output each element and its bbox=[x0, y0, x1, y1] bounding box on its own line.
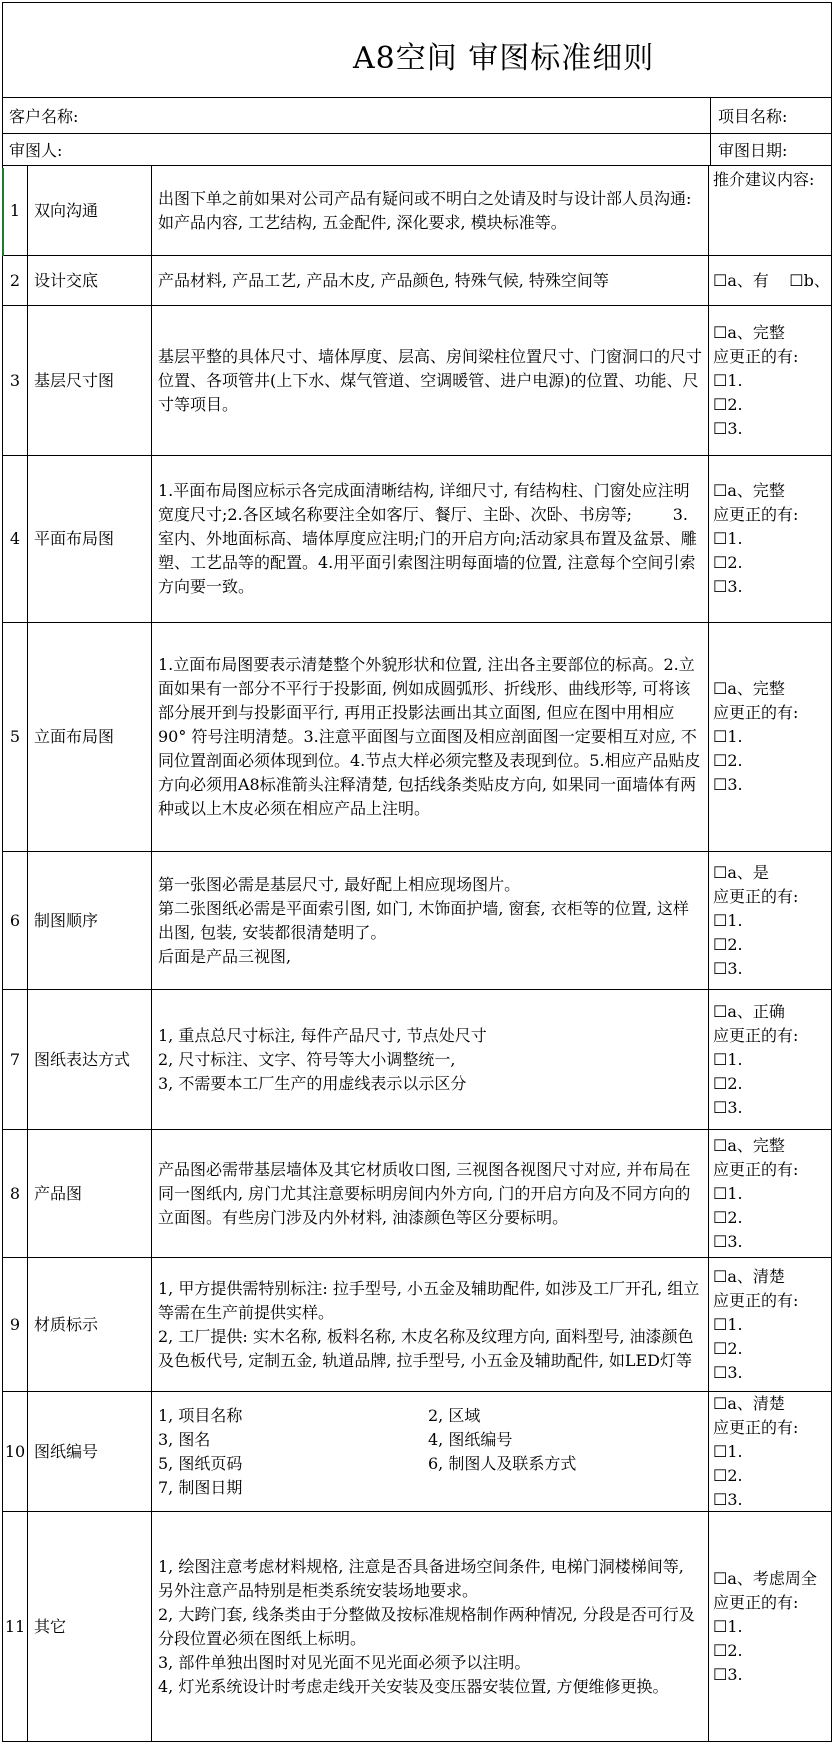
row-number: 10 bbox=[2, 1392, 28, 1512]
description-text: 1.立面布局图要表示清楚整个外貌形状和位置, 注出各主要部位的标高。2.立面如果有一部分不平行于投影面, 例如成圆弧形、折线形、曲线形等, 可将该部分展开到与投影面平行, 再用正投影法画出其立面图, 但应在图中用相应90° 符号注明清楚。3.注意平面图与立面图及相应剖面图一定要相互对应, 不同位置剖面必须体现到位。4.节点大样必须完整及表现到位。5.相应产品贴皮方向必须用A8标准箭头注释清楚, 包括线条类贴皮方向, 如果同一面墙体有两种或以上木皮必须在相应产品上注明。 bbox=[158, 655, 701, 818]
title-box bbox=[2, 2, 832, 98]
row-name: 产品图 bbox=[28, 1130, 152, 1258]
row-checklist: ☐a、完整 应更正的有: ☐1. ☐2. ☐3. bbox=[709, 623, 832, 852]
grid-item: 1, 项目名称 bbox=[158, 1405, 243, 1425]
row-number: 11 bbox=[2, 1512, 28, 1742]
row-number: 6 bbox=[2, 852, 28, 990]
project-label: 项目名称: bbox=[718, 107, 788, 126]
row-number: 4 bbox=[2, 456, 28, 623]
selection-marker bbox=[2, 168, 4, 256]
header-divider bbox=[710, 134, 711, 166]
row-description bbox=[152, 1258, 709, 1392]
row-description bbox=[152, 1512, 709, 1742]
description-text: 1, 甲方提供需特别标注: 拉手型号, 小五金及辅助配件, 如涉及工厂开孔, 组立等需在生产前提供实样。 2, 工厂提供: 实木名称, 板料名称, 木皮名称及纹理方向, 面料型号, 油漆颜色及色板代号, 定制五金, 轨道品牌, 拉手型号, 小五金及辅助配件, 如LED灯等 bbox=[158, 1278, 700, 1370]
page-title: A8空间 审图标准细则 bbox=[353, 41, 655, 76]
description-text: 1.平面布局图应标示各完成面清晰结构, 详细尺寸, 有结构柱、门窗处应注明宽度尺寸;2.各区域名称要注全如客厅、餐厅、主卧、次卧、书房等; 3.室内、外地面标高、墙体厚度应注明;门的开启方向;活动家具布置及盆景、雕塑、工艺品等的配置。4.用平面引索图注明每面墙的位置, 注意每个空间引索方向要一致。 bbox=[158, 481, 697, 596]
row-checklist: ☐a、正确 应更正的有: ☐1. ☐2. ☐3. bbox=[709, 990, 832, 1130]
row-description bbox=[152, 1130, 709, 1258]
row-checklist: ☐a、有 ☐b、 bbox=[709, 256, 832, 306]
row-checklist: ☐a、清楚 应更正的有: ☐1. ☐2. ☐3. bbox=[709, 1392, 832, 1512]
row-description bbox=[152, 166, 709, 256]
row-checklist: ☐a、是 应更正的有: ☐1. ☐2. ☐3. bbox=[709, 852, 832, 990]
row-checklist: ☐a、完整 应更正的有: ☐1. ☐2. ☐3. bbox=[709, 1130, 832, 1258]
row-name: 图纸表达方式 bbox=[28, 990, 152, 1130]
description-text: 1, 重点总尺寸标注, 每件产品尺寸, 节点处尺寸 2, 尺寸标注、文字、符号等大小调整统一, 3, 不需要本工厂生产的用虚线表示以示区分 bbox=[158, 1025, 487, 1093]
customer-row bbox=[2, 98, 832, 134]
row-name: 立面布局图 bbox=[28, 623, 152, 852]
row-checklist: ☐a、完整 应更正的有: ☐1. ☐2. ☐3. bbox=[709, 456, 832, 623]
description-text: 1, 绘图注意考虑材料规格, 注意是否具备进场空间条件, 电梯门洞楼梯间等, 另外注意产品特别是柜类系统安装场地要求。 2, 大跨门套, 线条类由于分整做及按标准规格制作两种情况, 分段是否可行及分段位置必须在图纸上标明。 3, 部件单独出图时对见光面不见光面必须予以注明。 4, 灯光系统设计时考虑走线开关安装及变压器安装位置, 方便维修更换。 bbox=[158, 1556, 695, 1696]
row-name: 设计交底 bbox=[28, 256, 152, 306]
row-checklist: ☐a、考虑周全 应更正的有: ☐1. ☐2. ☐3. bbox=[709, 1512, 832, 1742]
description-text: 第一张图必需是基层尺寸, 最好配上相应现场图片。 第二张图纸必需是平面索引图, 如门, 木饰面护墙, 窗套, 衣柜等的位置, 这样出图, 包装, 安装都很清楚明了。 后面是产品三视图, bbox=[158, 874, 689, 966]
row-name: 双向沟通 bbox=[28, 166, 152, 256]
row-name: 其它 bbox=[28, 1512, 152, 1742]
reviewer-row bbox=[2, 134, 832, 166]
row-number: 2 bbox=[2, 256, 28, 306]
row-name: 材质标示 bbox=[28, 1258, 152, 1392]
grid-item: 5, 图纸页码 bbox=[158, 1453, 243, 1473]
row-name: 基层尺寸图 bbox=[28, 306, 152, 456]
row-description bbox=[152, 306, 709, 456]
reviewer-label: 审图人: bbox=[9, 141, 63, 160]
row-description bbox=[152, 623, 709, 852]
row-checklist: ☐a、完整 应更正的有: ☐1. ☐2. ☐3. bbox=[709, 306, 832, 456]
header-divider bbox=[710, 98, 711, 134]
numbering-grid bbox=[158, 1404, 702, 1500]
row-number: 5 bbox=[2, 623, 28, 852]
row-name: 平面布局图 bbox=[28, 456, 152, 623]
customer-label: 客户名称: bbox=[9, 107, 79, 126]
grid-item: 4, 图纸编号 bbox=[428, 1429, 513, 1449]
row-description bbox=[152, 456, 709, 623]
grid-item: 3, 图名 bbox=[158, 1429, 211, 1449]
row-description bbox=[152, 256, 709, 306]
row-number: 3 bbox=[2, 306, 28, 456]
description-text: 出图下单之前如果对公司产品有疑问或不明白之处请及时与设计部人员沟通: 如产品内容, 工艺结构, 五金配件, 深化要求, 模块标准等。 bbox=[158, 188, 702, 232]
row-checklist: 推介建议内容: bbox=[709, 166, 832, 256]
grid-item: 6, 制图人及联系方式 bbox=[428, 1453, 577, 1473]
row-description bbox=[152, 990, 709, 1130]
row-number: 7 bbox=[2, 990, 28, 1130]
row-number: 8 bbox=[2, 1130, 28, 1258]
row-name: 制图顺序 bbox=[28, 852, 152, 990]
row-number: 1 bbox=[2, 166, 28, 256]
row-checklist: ☐a、清楚 应更正的有: ☐1. ☐2. ☐3. bbox=[709, 1258, 832, 1392]
grid-item bbox=[428, 1476, 698, 1500]
row-number: 9 bbox=[2, 1258, 28, 1392]
row-description bbox=[152, 852, 709, 990]
description-text: 基层平整的具体尺寸、墙体厚度、层高、房间梁柱位置尺寸、门窗洞口的尺寸位置、各项管井(上下水、煤气管道、空调暖管、进户电源)的位置、功能、尺寸等项目。 bbox=[158, 346, 703, 414]
description-text: 产品材料, 产品工艺, 产品木皮, 产品颜色, 特殊气候, 特殊空间等 bbox=[158, 270, 609, 290]
grid-item: 2, 区域 bbox=[428, 1405, 481, 1425]
description-text: 产品图必需带基层墙体及其它材质收口图, 三视图各视图尺寸对应, 并布局在同一图纸内, 房门尤其注意要标明房间内外方向, 门的开启方向及不同方向的立面图。有些房门涉及内外材料, 油漆颜色等区分要标明。 bbox=[158, 1159, 691, 1227]
grid-item: 7, 制图日期 bbox=[158, 1477, 243, 1497]
row-name: 图纸编号 bbox=[28, 1392, 152, 1512]
review-date-label: 审图日期: bbox=[718, 141, 788, 160]
row-description bbox=[152, 1392, 709, 1512]
